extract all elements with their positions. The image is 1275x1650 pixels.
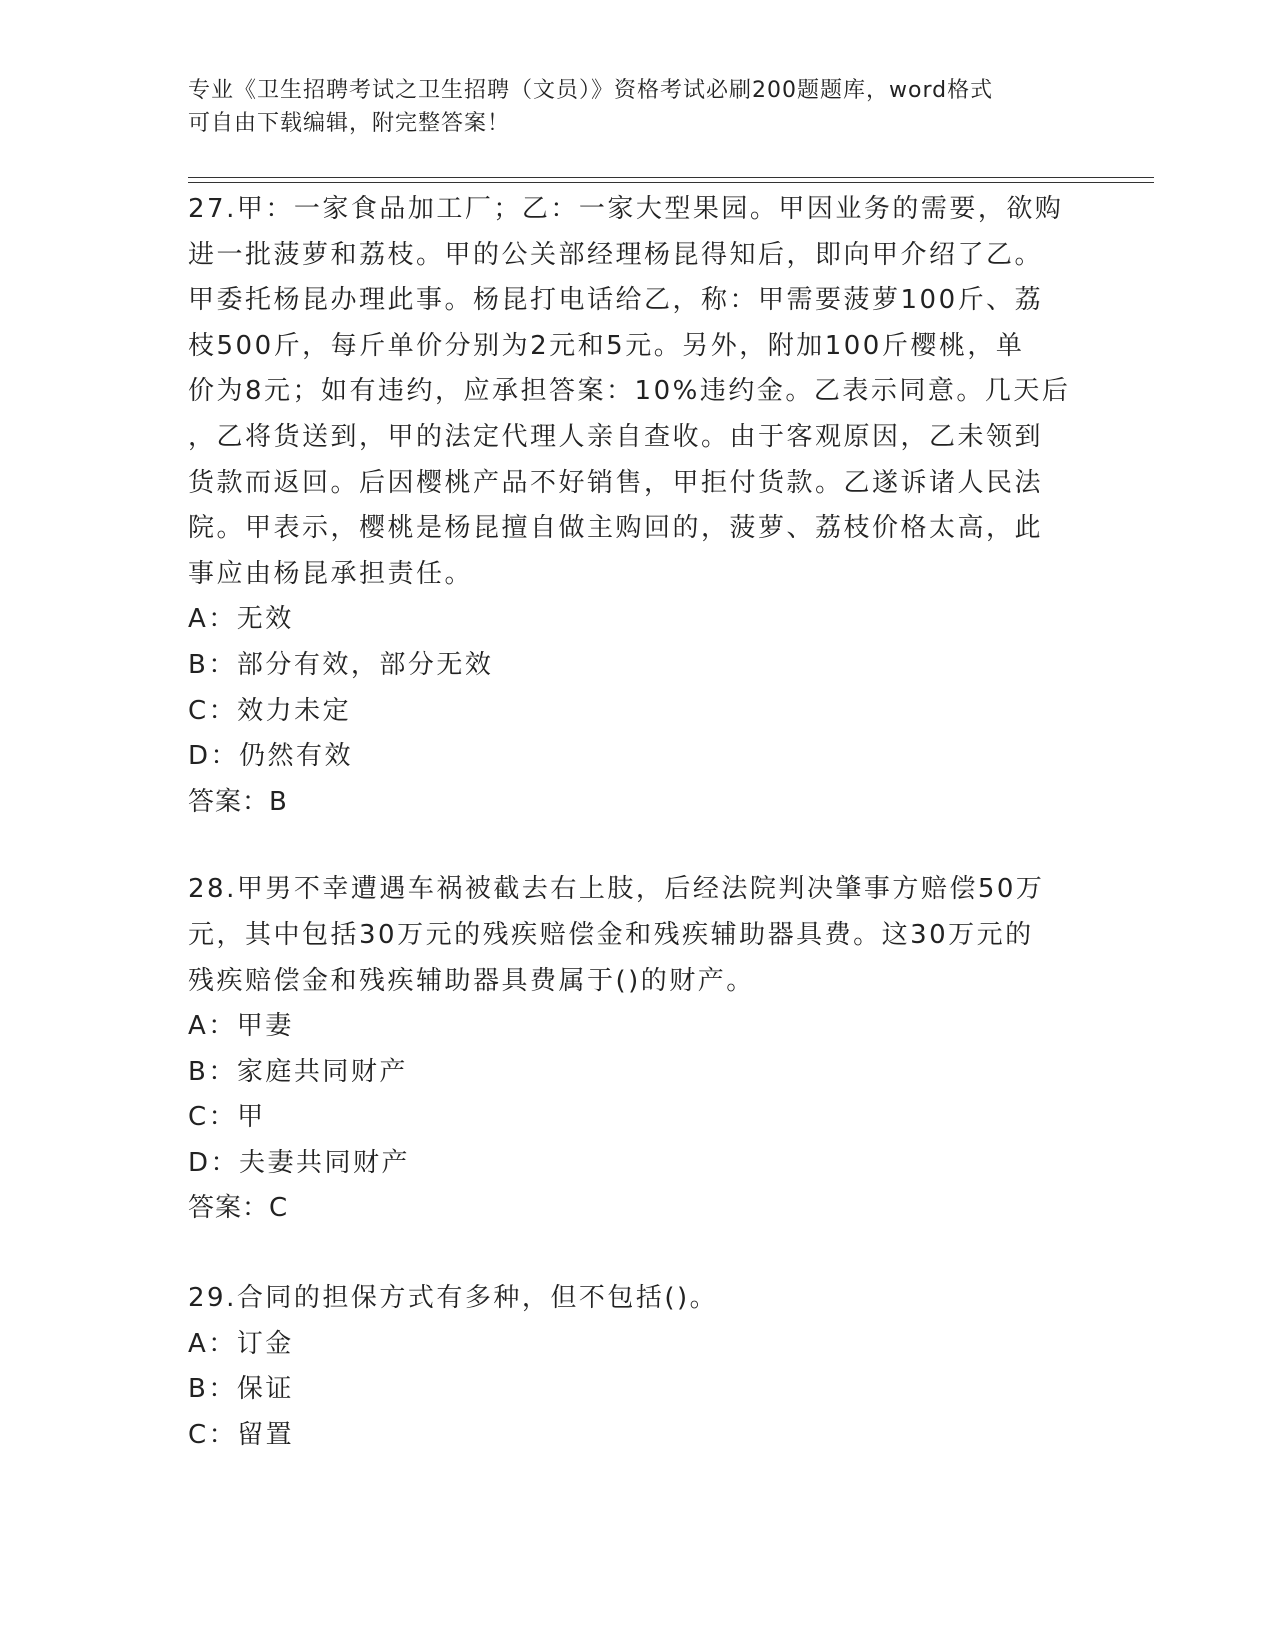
question-stem-line: 27.甲：一家食品加工厂；乙：一家大型果园。甲因业务的需要，欲购 bbox=[188, 194, 1064, 224]
question-29 bbox=[188, 1276, 1088, 1458]
header-divider-thick bbox=[188, 177, 1154, 178]
option-c: C：留置 bbox=[188, 1419, 295, 1450]
question-stem-line: 货款而返回。后因樱桃产品不好销售，甲拒付货款。乙遂诉诸人民法 bbox=[188, 467, 1044, 498]
option-c: C：效力未定 bbox=[188, 695, 352, 726]
answer-line: 答案：C bbox=[188, 1193, 289, 1224]
question-27 bbox=[188, 187, 1088, 825]
question-stem-line: ，乙将货送到，甲的法定代理人亲自查收。由于客观原因，乙未领到 bbox=[188, 421, 1044, 452]
question-stem-line: 28.甲男不幸遭遇车祸被截去右上肢，后经法院判决肇事方赔偿50万 bbox=[188, 874, 1045, 905]
option-d: D：仍然有效 bbox=[188, 741, 354, 772]
option-b: B：保证 bbox=[188, 1374, 294, 1405]
option-a: A：甲妻 bbox=[188, 1011, 294, 1042]
question-stem-line: 事应由杨昆承担责任。 bbox=[188, 558, 474, 589]
question-stem-line: 元，其中包括30万元的残疾赔偿金和残疾辅助器具费。这30万元的 bbox=[188, 919, 1034, 950]
question-28 bbox=[188, 867, 1088, 1232]
question-list bbox=[188, 187, 1088, 1503]
option-b: B：部分有效，部分无效 bbox=[188, 649, 494, 680]
question-stem-line: 进一批菠萝和荔枝。甲的公关部经理杨昆得知后，即向甲介绍了乙。 bbox=[188, 239, 1044, 270]
answer-line: 答案：B bbox=[188, 786, 288, 817]
question-stem-line: 价为8元；如有违约，应承担答案：10%违约金。乙表示同意。几天后 bbox=[188, 376, 1071, 407]
option-c: C：甲 bbox=[188, 1102, 266, 1133]
document-header bbox=[188, 74, 1068, 140]
option-a: A：订金 bbox=[188, 1328, 294, 1359]
header-line-1: 专业《卫生招聘考试之卫生招聘（文员）》资格考试必刷200题题库，word格式 bbox=[188, 78, 994, 103]
option-a: A：无效 bbox=[188, 604, 294, 635]
question-stem-line: 29.合同的担保方式有多种，但不包括()。 bbox=[188, 1283, 719, 1314]
question-stem-line: 院。甲表示，樱桃是杨昆擅自做主购回的，菠萝、荔枝价格太高，此 bbox=[188, 513, 1044, 544]
question-stem-line: 残疾赔偿金和残疾辅助器具费属于()的财产。 bbox=[188, 965, 755, 996]
option-b: B：家庭共同财产 bbox=[188, 1056, 408, 1087]
question-stem-line: 枝500斤，每斤单价分别为2元和5元。另外，附加100斤樱桃，单 bbox=[188, 330, 1025, 361]
question-stem-line: 甲委托杨昆办理此事。杨昆打电话给乙，称：甲需要菠萝100斤、荔 bbox=[188, 285, 1044, 316]
header-line-2: 可自由下载编辑，附完整答案！ bbox=[188, 111, 511, 136]
option-d: D：夫妻共同财产 bbox=[188, 1147, 411, 1178]
header-divider-thin bbox=[188, 182, 1154, 183]
